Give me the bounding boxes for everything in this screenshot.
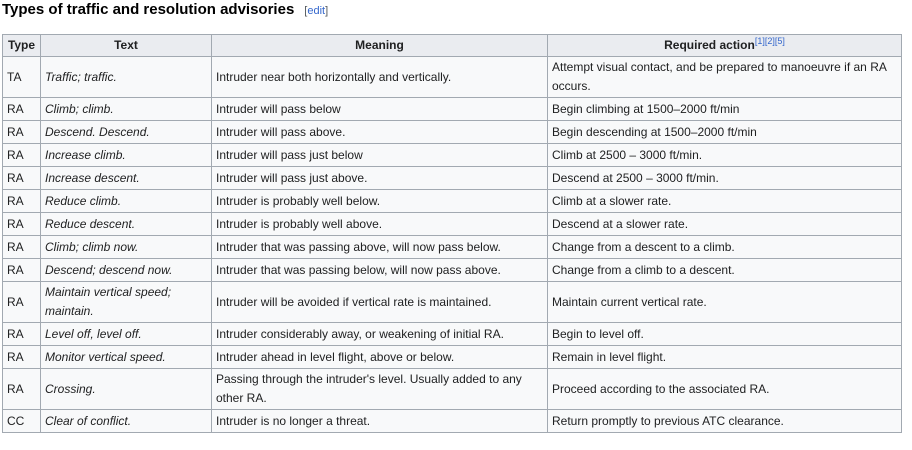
cell-meaning: Intruder will pass above. xyxy=(212,121,548,144)
cell-type: RA xyxy=(3,282,41,323)
table-row xyxy=(3,410,902,433)
header-type: Type xyxy=(3,35,41,57)
section-heading xyxy=(2,1,328,21)
cell-text: Clear of conflict. xyxy=(41,410,212,433)
table-row xyxy=(3,346,902,369)
table-row xyxy=(3,259,902,282)
cell-text: Reduce climb. xyxy=(41,190,212,213)
cell-required-action: Proceed according to the associated RA. xyxy=(548,369,902,410)
cell-meaning: Intruder that was passing below, will now pass above. xyxy=(212,259,548,282)
cell-meaning: Intruder is probably well above. xyxy=(212,213,548,236)
cell-text: Level off, level off. xyxy=(41,323,212,346)
cell-text: Crossing. xyxy=(41,369,212,410)
advisories-table xyxy=(2,34,902,433)
cell-type: RA xyxy=(3,236,41,259)
cell-meaning: Intruder will pass just above. xyxy=(212,167,548,190)
cell-required-action: Descend at 2500 – 3000 ft/min. xyxy=(548,167,902,190)
cell-meaning: Intruder will be avoided if vertical rate is maintained. xyxy=(212,282,548,323)
cell-meaning: Intruder considerably away, or weakening of initial RA. xyxy=(212,323,548,346)
cell-text: Increase climb. xyxy=(41,144,212,167)
cell-type: RA xyxy=(3,323,41,346)
cell-required-action: Attempt visual contact, and be prepared to manoeuvre if an RA occurs. xyxy=(548,57,902,98)
cell-text: Increase descent. xyxy=(41,167,212,190)
edit-bracket-close: ] xyxy=(325,5,329,17)
cell-meaning: Intruder will pass below xyxy=(212,98,548,121)
cell-required-action: Change from a descent to a climb. xyxy=(548,236,902,259)
cell-meaning: Intruder is no longer a threat. xyxy=(212,410,548,433)
cell-meaning: Passing through the intruder's level. Usually added to any other RA. xyxy=(212,369,548,410)
cell-text: Descend; descend now. xyxy=(41,259,212,282)
cell-meaning: Intruder is probably well below. xyxy=(212,190,548,213)
cell-text: Monitor vertical speed. xyxy=(41,346,212,369)
cell-meaning: Intruder near both horizontally and vertically. xyxy=(212,57,548,98)
cell-required-action: Return promptly to previous ATC clearance. xyxy=(548,410,902,433)
table-row xyxy=(3,282,902,323)
cell-meaning: Intruder ahead in level flight, above or below. xyxy=(212,346,548,369)
header-action-refs xyxy=(755,36,785,46)
cell-text: Traffic; traffic. xyxy=(41,57,212,98)
table-row xyxy=(3,144,902,167)
edit-bracket-open: [ xyxy=(304,5,308,17)
cell-required-action: Remain in level flight. xyxy=(548,346,902,369)
table-row xyxy=(3,167,902,190)
header-action-label: Required action xyxy=(664,38,755,52)
table-row xyxy=(3,323,902,346)
ref-link-1[interactable]: [1] xyxy=(754,36,765,46)
header-text: Text xyxy=(41,35,212,57)
edit-section xyxy=(304,5,328,17)
cell-type: RA xyxy=(3,167,41,190)
ref-link-5[interactable]: [5] xyxy=(774,36,785,46)
cell-type: CC xyxy=(3,410,41,433)
cell-text: Maintain vertical speed; maintain. xyxy=(41,282,212,323)
cell-type: RA xyxy=(3,121,41,144)
table-row xyxy=(3,190,902,213)
cell-type: RA xyxy=(3,369,41,410)
header-required-action xyxy=(548,35,902,57)
cell-required-action: Change from a climb to a descent. xyxy=(548,259,902,282)
cell-text: Descend. Descend. xyxy=(41,121,212,144)
table-body xyxy=(3,57,902,433)
section-title: Types of traffic and resolution advisories xyxy=(2,1,295,18)
table-row xyxy=(3,98,902,121)
cell-required-action: Climb at a slower rate. xyxy=(548,190,902,213)
ref-link-2[interactable]: [2] xyxy=(764,36,775,46)
cell-text: Climb; climb. xyxy=(41,98,212,121)
cell-text: Reduce descent. xyxy=(41,213,212,236)
table-row xyxy=(3,57,902,98)
cell-type: RA xyxy=(3,144,41,167)
cell-required-action: Begin descending at 1500–2000 ft/min xyxy=(548,121,902,144)
cell-required-action: Maintain current vertical rate. xyxy=(548,282,902,323)
cell-meaning: Intruder will pass just below xyxy=(212,144,548,167)
cell-type: RA xyxy=(3,346,41,369)
cell-meaning: Intruder that was passing above, will now pass below. xyxy=(212,236,548,259)
table-row xyxy=(3,213,902,236)
cell-required-action: Begin climbing at 1500–2000 ft/min xyxy=(548,98,902,121)
cell-type: RA xyxy=(3,213,41,236)
cell-type: RA xyxy=(3,98,41,121)
table-header-row xyxy=(3,35,902,57)
cell-type: RA xyxy=(3,259,41,282)
header-meaning: Meaning xyxy=(212,35,548,57)
cell-required-action: Descend at a slower rate. xyxy=(548,213,902,236)
table-row xyxy=(3,369,902,410)
edit-link[interactable]: edit xyxy=(307,5,326,17)
cell-text: Climb; climb now. xyxy=(41,236,212,259)
cell-required-action: Begin to level off. xyxy=(548,323,902,346)
cell-type: TA xyxy=(3,57,41,98)
cell-required-action: Climb at 2500 – 3000 ft/min. xyxy=(548,144,902,167)
table-row xyxy=(3,236,902,259)
cell-type: RA xyxy=(3,190,41,213)
table-row xyxy=(3,121,902,144)
